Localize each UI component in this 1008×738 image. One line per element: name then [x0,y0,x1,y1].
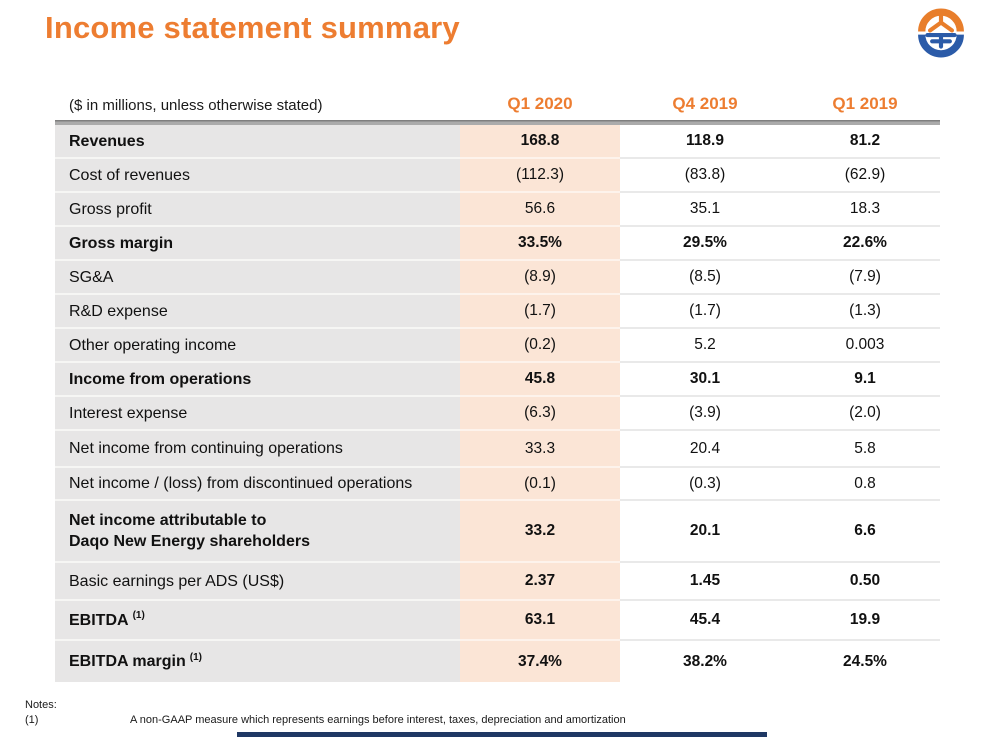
value-q1-2020: (0.2) [460,329,620,363]
table-body [55,125,940,682]
row-label: Gross profit [55,193,460,227]
value-q4-2019: (0.3) [620,468,790,501]
value-q1-2020: (0.1) [460,468,620,501]
value-q1-2020: (8.9) [460,261,620,295]
value-q1-2020: 33.5% [460,227,620,261]
notes-heading: Notes: [25,699,57,711]
value-q4-2019: 20.4 [620,431,790,468]
value-q1-2019: 9.1 [790,363,940,397]
table-row [55,261,940,295]
value-q4-2019: (1.7) [620,295,790,329]
row-label: R&D expense [55,295,460,329]
value-q1-2020: 56.6 [460,193,620,227]
value-q1-2020: 63.1 [460,601,620,641]
row-label: Net income / (loss) from discontinued operations [55,468,460,501]
row-label: Net income attributable to Daqo New Energy shareholders [55,501,460,563]
value-q4-2019: 118.9 [620,125,790,159]
value-q1-2019: 22.6% [790,227,940,261]
row-label: Gross margin [55,227,460,261]
value-q1-2020: 33.3 [460,431,620,468]
table-row [55,601,940,641]
value-q4-2019: 20.1 [620,501,790,563]
note-item [25,714,626,726]
row-label: Net income from continuing operations [55,431,460,468]
column-header-q4-2019: Q4 2019 [672,94,738,113]
income-statement-table [55,80,940,682]
value-q1-2019: (7.9) [790,261,940,295]
unit-note: ($ in millions, unless otherwise stated) [69,97,323,114]
table-header-row [55,80,940,120]
value-q1-2019: 6.6 [790,501,940,563]
value-q4-2019: (3.9) [620,397,790,431]
row-label: Interest expense [55,397,460,431]
value-q4-2019: 5.2 [620,329,790,363]
table-row [55,468,940,501]
value-q4-2019: 45.4 [620,601,790,641]
value-q4-2019: 38.2% [683,652,727,670]
value-q1-2020: 2.37 [460,563,620,601]
table-row [55,329,940,363]
column-header-q1-2019: Q1 2019 [832,94,898,113]
value-q4-2019: 35.1 [620,193,790,227]
value-q1-2020: 168.8 [460,125,620,159]
value-q1-2020: (6.3) [460,397,620,431]
value-q1-2019: 0.50 [790,563,940,601]
value-q1-2020: 33.2 [460,501,620,563]
value-q1-2019: (1.3) [790,295,940,329]
value-q4-2019: (83.8) [620,159,790,193]
table-row [55,159,940,193]
value-q1-2019: 0.8 [790,468,940,501]
row-label: Income from operations [55,363,460,397]
note-marker: (1) [25,714,39,726]
note-text: A non-GAAP measure which represents earnings before interest, taxes, depreciation and amortization [130,714,626,726]
table-row [55,431,940,468]
footnote-reference: (1) [189,651,202,663]
table-row [55,397,940,431]
value-q1-2020: 45.8 [460,363,620,397]
value-q1-2019: (62.9) [790,159,940,193]
row-label: EBITDA $^{(1)}$ [55,601,460,641]
value-q1-2019: 24.5% [843,652,887,670]
table-row [55,227,940,261]
row-label: EBITDA margin $^{(1)}$ [55,641,460,682]
value-q1-2019: 19.9 [790,601,940,641]
value-q1-2019: 81.2 [790,125,940,159]
value-q1-2019: 18.3 [790,193,940,227]
row-label: SG&A [55,261,460,295]
table-row [55,193,940,227]
value-q4-2019: 30.1 [620,363,790,397]
column-header-q1-2020: Q1 2020 [507,94,573,113]
value-q1-2020: (112.3) [460,159,620,193]
daqo-new-energy-logo-icon [916,8,966,58]
value-q1-2020: 37.4% [460,641,620,682]
value-q4-2019: (8.5) [620,261,790,295]
row-label: Revenues [55,125,460,159]
table-row [55,363,940,397]
footnote-reference: (1) [132,610,145,622]
footer-divider-bar [237,732,767,737]
value-q1-2020: (1.7) [460,295,620,329]
row-label: Other operating income [55,329,460,363]
row-label: Basic earnings per ADS (US$) [55,563,460,601]
row-label: Cost of revenues [55,159,460,193]
table-row [55,501,940,563]
table-row [55,295,940,329]
value-q1-2019: 5.8 [790,431,940,468]
value-q1-2019: 0.003 [790,329,940,363]
table-row [55,641,940,682]
value-q1-2019: (2.0) [790,397,940,431]
value-q4-2019: 29.5% [620,227,790,261]
table-row [55,563,940,601]
footnotes [25,699,626,726]
page-title: Income statement summary [45,10,460,45]
table-row [55,125,940,159]
value-q4-2019: 1.45 [620,563,790,601]
